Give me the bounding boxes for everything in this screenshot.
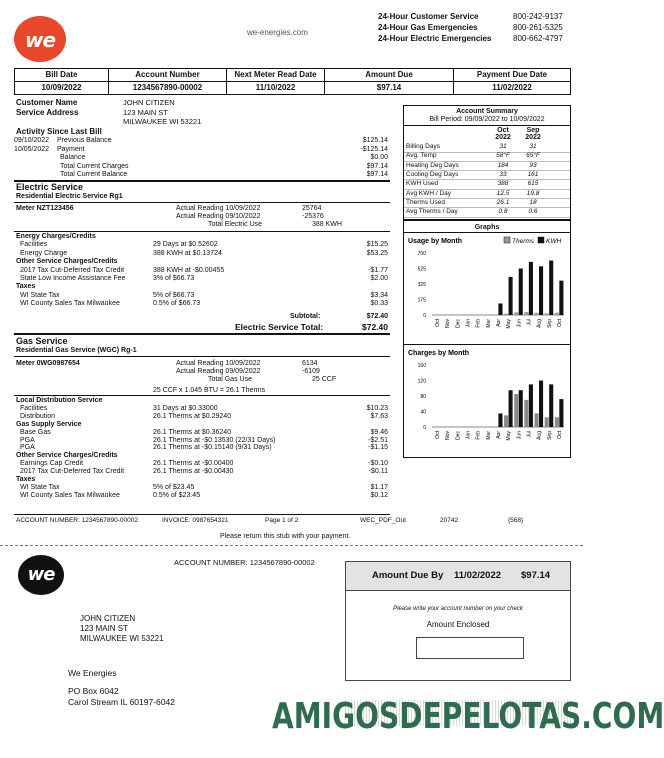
- summary-title: Account Summary: [456, 108, 518, 115]
- y-tick-label: 325: [417, 282, 426, 288]
- gas-conversion: 25 CCF x 1.045 BTU = 26.1 Therms: [153, 387, 266, 394]
- charge-amount: $2.00: [370, 275, 388, 282]
- charge-calc: 31 Days at $0.33000: [153, 404, 218, 412]
- bar: [514, 312, 518, 315]
- remit-name: We Energies: [68, 668, 117, 678]
- electric-subtitle: Residential Electric Service Rg1: [16, 193, 123, 200]
- divider: [14, 395, 390, 396]
- x-tick-label: Nov: [445, 319, 452, 328]
- charge-calc: 26.1 Therms at -$0.13530 (22/31 Days): [153, 436, 276, 444]
- phone-label: 24-Hour Electric Emergencies: [378, 34, 492, 43]
- customer-address-2: MILWAUKEE WI 53221: [123, 117, 202, 126]
- electric-total: $72.40: [362, 322, 388, 332]
- charge-calc: 26.1 Therms at -$0.15140 (9/31 Days): [153, 444, 272, 452]
- charge-amount: $0.12: [370, 491, 388, 499]
- charges-by-month-chart: [404, 345, 570, 457]
- x-tick-label: Apr: [496, 431, 502, 439]
- summary-row-label: Therms Used: [406, 198, 446, 206]
- summary-row-divider: [404, 217, 570, 218]
- summary-row-v1: 33: [499, 170, 507, 178]
- charge-group-title: Other Service Charges/Credits: [16, 452, 118, 460]
- bar: [498, 303, 502, 315]
- chart-title: Charges by Month: [408, 350, 470, 357]
- summary-row-label: KWH Used: [406, 180, 439, 188]
- charge-amount: $7.63: [370, 412, 388, 420]
- summary-row-label: Heating Deg Days: [406, 161, 459, 169]
- activity-title: Activity Since Last Bill: [16, 127, 102, 136]
- charge-amount: -$1.15: [368, 444, 388, 452]
- summary-row-v2: 18: [529, 198, 537, 206]
- charge-calc: 0.5% of $66.73: [153, 300, 201, 308]
- bar: [535, 413, 539, 427]
- activity-amount: $0.00: [370, 154, 388, 161]
- stub-due-date: 11/02/2022: [454, 570, 502, 581]
- divider: [14, 333, 390, 335]
- bar: [519, 390, 523, 427]
- divider: [14, 202, 390, 203]
- amount-due-bar: [346, 562, 570, 591]
- reading-label: Actual Reading 10/09/2022: [176, 205, 261, 212]
- summary-row-v2: 0.6: [528, 208, 538, 216]
- summary-col2-year: 2022: [525, 134, 541, 141]
- charge-label: WI County Sales Tax Milwaukee: [20, 300, 120, 308]
- y-tick-label: 175: [417, 297, 426, 304]
- charge-calc: 0.5% of $23.45: [153, 491, 201, 499]
- reading-label: Total Electric Use: [208, 221, 263, 228]
- charge-group-title: Local Distribution Service: [16, 397, 103, 404]
- activity-date: 09/10/2022: [14, 137, 50, 144]
- reading-value: -25376: [302, 213, 324, 220]
- x-tick-label: Feb: [475, 319, 482, 328]
- x-tick-label: Jan: [465, 431, 472, 440]
- electric-total-label: Electric Service Total:: [235, 322, 324, 332]
- charge-calc: 3% of $66.73: [153, 275, 195, 282]
- charge-group-title: Energy Charges/Credits: [16, 233, 96, 240]
- reading-value: 6134: [302, 360, 318, 367]
- charge-calc: 388 KWH at $0.13724: [153, 249, 222, 257]
- x-tick-label: Jul: [526, 319, 533, 326]
- charge-label: 2017 Tax Cut-Deferred Tax Credit: [20, 468, 125, 476]
- summary-col1-year: 2022: [495, 134, 511, 141]
- electric-subtotal: $72.40: [366, 313, 388, 320]
- phone-number: 800-242-9137: [513, 12, 563, 21]
- summary-row-label: Avg Therms / Day: [406, 208, 458, 216]
- charge-label: Facilities: [20, 404, 48, 412]
- charge-label: Energy Charge: [20, 249, 68, 257]
- footer-code2: 20742: [440, 517, 459, 524]
- x-tick-label: Sep: [546, 431, 553, 440]
- charge-calc: 26.1 Therms at $0.29240: [153, 412, 232, 420]
- summary-row-v1: 58°F: [496, 152, 510, 160]
- charge-calc: 26.1 Therms at -$0.00400: [153, 460, 234, 468]
- summary-row-v2: 93: [529, 161, 537, 169]
- reading-value: 388 KWH: [312, 221, 342, 228]
- charge-calc: 26.1 Therms at $0.36240: [153, 428, 232, 436]
- x-tick-label: Oct: [435, 319, 442, 327]
- bar: [529, 262, 533, 315]
- bar: [498, 413, 502, 427]
- stub-payment-box: [345, 561, 571, 681]
- summary-period: Bill Period: 09/09/2022 to 10/09/2022: [429, 116, 545, 123]
- usage-by-month-chart: [404, 233, 570, 345]
- stub-account: ACCOUNT NUMBER: 1234567890-00002: [174, 558, 315, 567]
- charge-label: Distribution: [20, 412, 56, 420]
- charge-amount: -$0.10: [368, 460, 388, 468]
- x-tick-label: Dec: [455, 431, 462, 440]
- footer-page: Page 1 of 2: [265, 517, 299, 524]
- x-tick-label: Jun: [516, 431, 523, 440]
- chart-title: Usage by Month: [408, 238, 463, 245]
- bill-summary-table: [14, 68, 571, 95]
- website-label: we-energies.com: [247, 28, 308, 37]
- bar: [509, 390, 513, 427]
- divider: [14, 231, 390, 232]
- payment-due-col: Payment Due Date 11/02/2022: [454, 69, 570, 94]
- charge-amount: -$0.11: [368, 468, 388, 476]
- y-tick-label: 80: [420, 394, 426, 400]
- stub-customer-name: JOHN CITIZEN: [80, 614, 136, 623]
- amount-enclosed-input[interactable]: [416, 637, 524, 659]
- electric-title: Electric Service: [16, 182, 84, 192]
- reading-value: 25 CCF: [312, 376, 337, 383]
- activity-label: Total Current Charges: [60, 162, 129, 170]
- activity-amount: $125.14: [362, 137, 388, 144]
- charge-amount: -$1.77: [368, 266, 388, 274]
- divider: [14, 356, 390, 357]
- summary-col2: Sep: [526, 127, 540, 134]
- bar: [549, 384, 553, 427]
- charge-calc: 5% of $23.45: [153, 483, 195, 491]
- amount-enclosed-label: Amount Enclosed: [426, 620, 490, 629]
- amount-due-col: Amount Due $97.14: [325, 69, 454, 94]
- customer-name-label: Customer Name: [16, 98, 78, 107]
- x-tick-label: Dec: [455, 319, 462, 328]
- service-address-label: Service Address: [16, 108, 79, 117]
- stub-customer-addr1: 123 MAIN ST: [80, 624, 129, 633]
- phone-label: 24-Hour Gas Emergencies: [378, 23, 478, 32]
- summary-row-v2: 31: [529, 143, 537, 150]
- bar: [545, 313, 549, 315]
- stub-amount-due-label: Amount Due By: [372, 570, 444, 581]
- x-tick-label: Apr: [496, 319, 502, 327]
- bar: [504, 415, 508, 427]
- summary-row-label: Avg KWH / Day: [406, 189, 452, 197]
- x-tick-label: Jun: [516, 319, 523, 328]
- charge-label: WI State Tax: [20, 291, 60, 299]
- charge-label: PGA: [20, 444, 35, 452]
- customer-name: JOHN CITIZEN: [123, 98, 175, 107]
- legend-label: Therms: [512, 238, 535, 245]
- charge-calc: 388 KWH at -$0.00455: [153, 266, 225, 274]
- next-read-col: Next Meter Read Date 11/10/2022: [227, 69, 325, 94]
- charge-group-title: Taxes: [16, 283, 36, 291]
- phone-label: 24-Hour Customer Service: [378, 12, 479, 21]
- charge-label: Earnings Cap Credit: [20, 460, 84, 468]
- activity-amount: $97.14: [366, 171, 388, 178]
- x-tick-label: Mar: [485, 431, 492, 440]
- x-tick-label: Oct: [435, 431, 442, 439]
- charge-amount: -$2.51: [368, 436, 388, 444]
- legend-label: KWH: [546, 238, 562, 245]
- reading-label: Total Gas Use: [208, 376, 252, 383]
- summary-col1: Oct: [497, 127, 509, 134]
- bar: [545, 417, 549, 427]
- x-tick-label: May: [506, 319, 513, 329]
- stub-note: Please write your account number on your check: [393, 606, 523, 612]
- charge-amount: $1.17: [370, 483, 388, 491]
- phone-number: 800-261-5325: [513, 23, 563, 32]
- summary-row-v2: 615: [527, 180, 539, 188]
- summary-row-v1: 388: [497, 180, 509, 188]
- footer-invoice: INVOICE: 0987654321: [162, 517, 229, 524]
- reading-label: Actual Reading 09/10/2022: [176, 213, 261, 220]
- charge-amount: $3.34: [370, 291, 388, 299]
- account-number-col: Account Number 1234567890-00002: [109, 69, 227, 94]
- bar: [524, 400, 528, 427]
- x-tick-label: Aug: [536, 319, 543, 328]
- bar: [559, 281, 563, 315]
- bill-date-col: Bill Date 10/09/2022: [15, 69, 109, 94]
- legend-swatch: [504, 237, 510, 243]
- legend-swatch: [538, 237, 544, 243]
- charge-label: Base Gas: [20, 428, 51, 436]
- bar: [514, 394, 518, 427]
- electric-subtotal-label: Subtotal:: [290, 313, 321, 320]
- y-tick-label: 0: [423, 425, 426, 431]
- summary-row-v2: 161: [527, 170, 539, 178]
- stub-customer-addr2: MILWAUKEE WI 53221: [80, 634, 164, 643]
- reading-value: -6109: [302, 368, 320, 375]
- x-tick-label: Jul: [526, 431, 533, 438]
- x-tick-label: Oct: [556, 431, 563, 439]
- x-tick-label: Jan: [465, 319, 472, 328]
- y-tick-label: 160: [417, 363, 426, 369]
- charge-calc: 26.1 Therms at -$0.00430: [153, 468, 234, 476]
- customer-address-1: 123 MAIN ST: [123, 108, 169, 117]
- gas-meter: Meter 0WG0987654: [16, 360, 80, 367]
- bar: [555, 313, 559, 315]
- activity-label: Previous Balance: [57, 137, 112, 144]
- summary-row-v2: 19.8: [526, 189, 540, 197]
- charge-label: WI State Tax: [20, 483, 60, 491]
- charge-amount: $10.23: [366, 404, 388, 412]
- charge-calc: 5% of $66.73: [153, 291, 195, 299]
- y-tick-label: 525: [417, 266, 426, 273]
- x-tick-label: Oct: [556, 319, 563, 327]
- x-tick-label: Sep: [546, 319, 553, 328]
- charge-label: PGA: [20, 436, 35, 444]
- charge-calc: 29 Days at $0.52602: [153, 241, 218, 249]
- watermark: AMIGOSDEPELOTAS.COM: [272, 696, 664, 737]
- x-tick-label: Nov: [445, 431, 452, 440]
- phone-number: 800-662-4797: [513, 34, 563, 43]
- x-tick-label: Aug: [536, 431, 543, 440]
- x-tick-label: Feb: [475, 431, 482, 440]
- y-tick-label: 700: [417, 251, 426, 257]
- footer-code3: {568}: [508, 517, 524, 524]
- bar: [555, 417, 559, 427]
- summary-row-v1: 26.1: [496, 198, 510, 206]
- we-energies-logo: we: [14, 16, 66, 62]
- footer-account: ACCOUNT NUMBER: 1234567890-00002: [16, 517, 138, 524]
- reading-label: Actual Reading 10/09/2022: [176, 360, 261, 367]
- bar: [559, 399, 563, 427]
- charge-amount: $15.25: [366, 241, 388, 249]
- summary-row-v1: 0.8: [498, 208, 508, 216]
- charge-group-title: Taxes: [16, 476, 36, 483]
- divider: [404, 125, 570, 126]
- return-stub-note: Please return this stub with your payment.: [220, 533, 351, 540]
- summary-row-v1: 31: [499, 143, 507, 150]
- graphs-box: [403, 220, 571, 458]
- bar: [519, 269, 523, 316]
- x-tick-label: May: [506, 431, 513, 441]
- x-tick-label: Mar: [485, 319, 492, 328]
- summary-row-label: Cooling Deg Days: [406, 170, 459, 178]
- charge-label: Facilities: [20, 241, 48, 249]
- bar: [524, 312, 528, 315]
- account-summary-box: [403, 105, 571, 220]
- charge-label: 2017 Tax Cut-Deferred Tax Credit: [20, 266, 125, 274]
- activity-amount: $97.14: [366, 162, 388, 170]
- activity-label: Total Current Balance: [60, 171, 128, 178]
- bar: [549, 261, 553, 315]
- charge-amount: $53.25: [366, 249, 388, 257]
- bar: [529, 384, 533, 427]
- y-tick-label: 0: [423, 313, 426, 319]
- activity-date: 10/05/2022: [14, 145, 50, 153]
- bar: [535, 313, 539, 315]
- charge-group-title: Gas Supply Service: [16, 420, 82, 428]
- summary-row-label: Avg. Temp: [406, 152, 437, 160]
- we-energies-logo-stub: we: [18, 555, 64, 595]
- charge-label: State Low Income Assistance Fee: [20, 275, 126, 282]
- summary-row-v1: 12.5: [496, 189, 510, 197]
- gas-title: Gas Service: [16, 336, 68, 346]
- activity-amount: -$125.14: [360, 145, 388, 153]
- summary-row-label: Billing Days: [406, 143, 440, 150]
- activity-label: Payment: [57, 145, 85, 153]
- y-tick-label: 120: [417, 378, 426, 385]
- graphs-title: Graphs: [474, 224, 500, 231]
- charge-amount: $0.33: [370, 300, 388, 308]
- charge-label: WI County Sales Tax Milwaukee: [20, 491, 120, 499]
- tear-line: [0, 545, 583, 546]
- reading-value: 25764: [302, 205, 322, 212]
- bar: [509, 277, 513, 315]
- summary-row-v2: 65°F: [526, 152, 540, 160]
- activity-label: Balance: [60, 154, 86, 161]
- bar: [504, 314, 508, 315]
- divider: [14, 514, 390, 515]
- footer-code1: WEC_PDF_Out: [360, 517, 406, 524]
- bar: [539, 266, 543, 315]
- y-tick-label: 40: [420, 409, 426, 416]
- charge-amount: $9.46: [370, 428, 388, 436]
- charge-group-title: Other Service Charges/Credits: [16, 258, 118, 266]
- remit-addr1: PO Box 6042: [68, 686, 119, 696]
- remit-addr2: Carol Stream IL 60197-6042: [68, 697, 175, 707]
- summary-row-v1: 184: [497, 161, 509, 169]
- electric-meter: Meter NZT123456: [16, 205, 74, 212]
- gas-subtitle: Residential Gas Service (WGC) Rg-1: [16, 347, 137, 354]
- reading-label: Actual Reading 09/09/2022: [176, 368, 261, 375]
- bar: [539, 381, 543, 428]
- stub-amount: $97.14: [521, 570, 551, 581]
